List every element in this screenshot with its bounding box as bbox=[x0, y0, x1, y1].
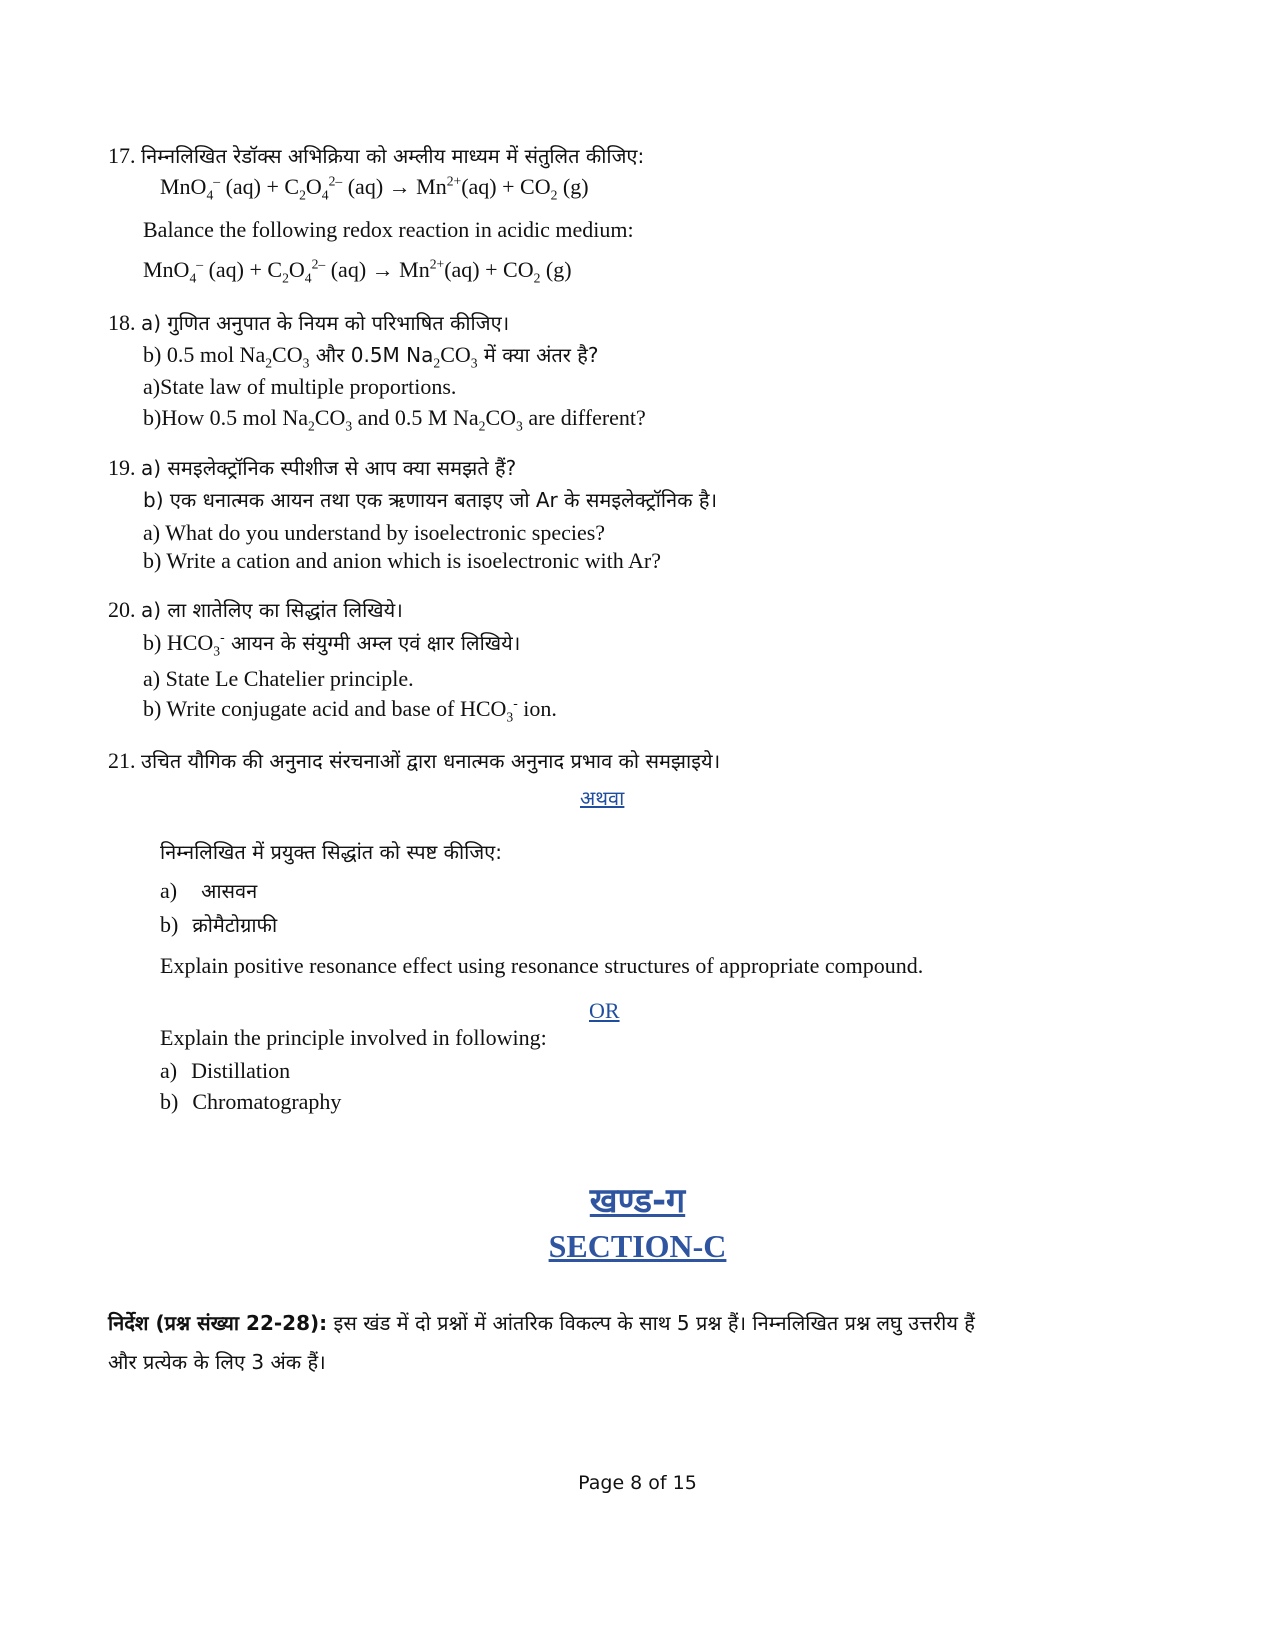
section-instructions-line1: निर्देश (प्रश्न संख्या 22-28): इस खंड में दो प्रश्नों में आंतरिक विकल्प के साथ 5 प्रश्न हैं। निम्नलिखित प्रश्न लघु उत्तरीय हैं bbox=[108, 1311, 975, 1335]
q21-hindi: 21. उचित यौगिक की अनुनाद संरचनाओं द्वारा धनात्मक अनुनाद प्रभाव को समझाइये। bbox=[108, 748, 721, 773]
q17-hindi-text: निम्नलिखित रेडॉक्स अभिक्रिया को अम्लीय माध्यम में संतुलित कीजिए: bbox=[141, 144, 645, 168]
q17-hindi bbox=[108, 143, 644, 169]
section-heading-english: SECTION-C bbox=[548, 1228, 727, 1264]
q21-number: 21. bbox=[108, 748, 136, 773]
q18-a-english: a)State law of multiple proportions. bbox=[143, 374, 457, 399]
q21-alt-hindi: निम्नलिखित में प्रयुक्त सिद्धांत को स्पष्ट कीजिए: bbox=[160, 840, 502, 864]
q17-equation-2: MnO$_4$– $(aq) + C_2O_4^{2-}$ $(aq) \to Mn^{2+}(aq) + CO_2$ (g) bbox=[143, 256, 572, 286]
q17-number: 17. bbox=[108, 143, 136, 168]
q20-b-hindi: b) $HCO_3^-$ आयन के संयुग्मी अम्ल एवं क्षार लिखिये। bbox=[143, 629, 521, 659]
q21-alt-english-b: b) Chromatography bbox=[160, 1089, 342, 1114]
q21-alt-hindi-a: a) आसवन bbox=[160, 878, 258, 903]
section-instructions-line2: और प्रत्येक के लिए 3 अंक हैं। bbox=[108, 1350, 326, 1374]
q19-number: 19. bbox=[108, 455, 136, 480]
q17-english: Balance the following redox reaction in acidic medium: bbox=[143, 217, 634, 242]
or-hindi-divider: अथवा bbox=[580, 786, 625, 810]
q17-equation-1: MnO$_4$– $(aq) + C_2O_4^{2-}$ $(aq) \to Mn^{2+}(aq) + CO_2$ (g) bbox=[160, 173, 589, 203]
or-english-divider: OR bbox=[589, 998, 620, 1023]
q21-alt-english: Explain the principle involved in following: bbox=[160, 1025, 547, 1050]
q21-alt-english-a: a) Distillation bbox=[160, 1058, 291, 1083]
page-number: Page 8 of 15 bbox=[578, 1472, 697, 1494]
q19-a-hindi: 19. a) समइलेक्ट्रॉनिक स्पीशीज से आप क्या समझते हैं? bbox=[108, 455, 517, 480]
q20-number: 20. bbox=[108, 597, 136, 622]
q21-english: Explain positive resonance effect using resonance structures of appropriate compound. bbox=[160, 953, 924, 978]
q18-b-english: b)How 0.5 mol $Na_2CO_3$ and 0.5 M $Na_2CO_3$ are different? bbox=[143, 405, 646, 434]
q20-a-hindi: 20. a) ला शातेलिए का सिद्धांत लिखिये। bbox=[108, 597, 403, 622]
q21-alt-hindi-b: b) क्रोमैटोग्राफी bbox=[160, 912, 278, 937]
section-heading-hindi: खण्ड-ग bbox=[589, 1181, 686, 1221]
q18-number: 18. bbox=[108, 310, 136, 335]
q18-a-hindi: 18. a) गुणित अनुपात के नियम को परिभाषित कीजिए। bbox=[108, 310, 510, 335]
instructions-label: निर्देश (प्रश्न संख्या 22-28): bbox=[108, 1311, 328, 1335]
q20-b-english: b) Write conjugate acid and base of $HCO_3^-$ ion. bbox=[143, 695, 557, 725]
q20-a-english: a) State Le Chatelier principle. bbox=[143, 666, 414, 691]
q18-b-hindi: b) 0.5 mol $Na_2CO_3$ और 0.5M $Na_2CO_3$ में क्या अंतर है? bbox=[143, 342, 599, 371]
q19-a-english: a) What do you understand by isoelectronic species? bbox=[143, 520, 606, 545]
q19-b-hindi: b) एक धनात्मक आयन तथा एक ऋणायन बताइए जो Ar के समइलेक्ट्रॉनिक है। bbox=[143, 488, 718, 512]
q19-b-english: b) Write a cation and anion which is isoelectronic with Ar? bbox=[143, 548, 661, 573]
